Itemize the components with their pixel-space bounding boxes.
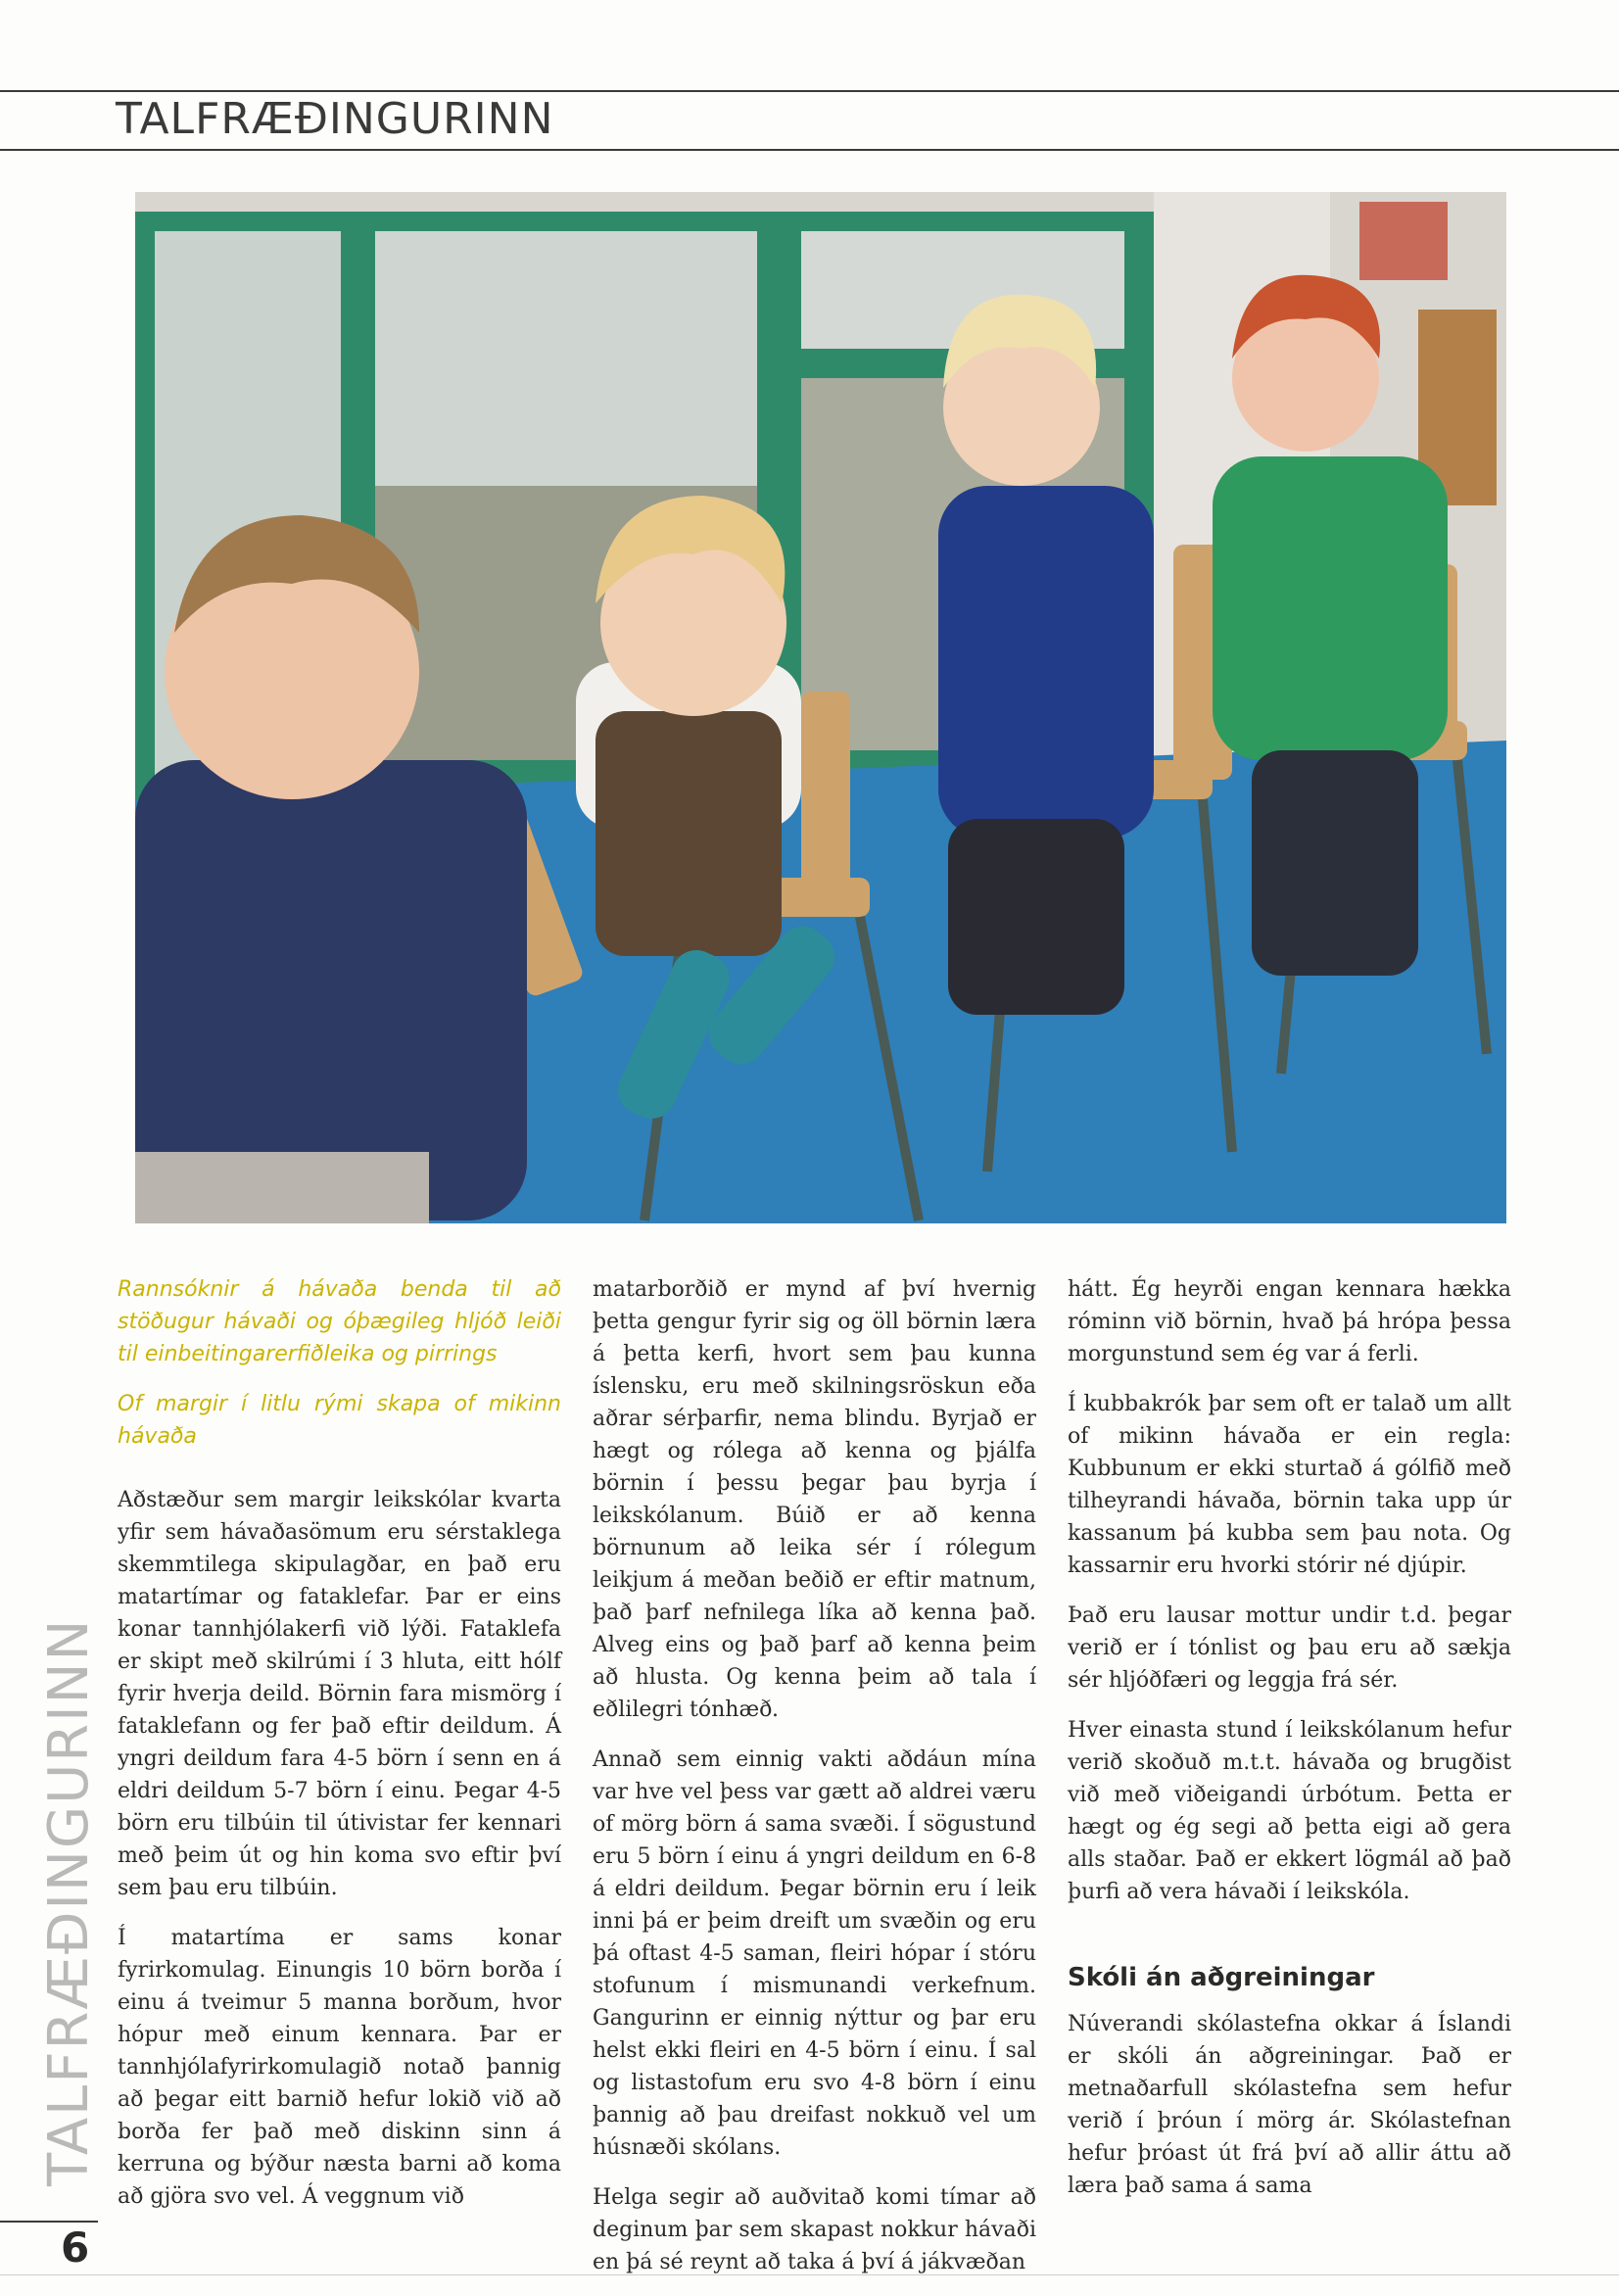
article-photo (135, 192, 1506, 1223)
header-rule (0, 149, 1619, 151)
section-title: TALFRÆÐINGURINN (116, 94, 554, 144)
article-column-1 (118, 1273, 561, 2230)
paragraph: Aðstæður sem margir leikskólar kvarta yfir sem hávaðasömum eru sérstaklega skemmtilega skipulagðar, en það eru matartímar og fataklefar. Þar er eins konar tannhjólakerfi við lýði. Fataklefa er skipt með skilrúmi í 3 hluta, eitt hólf fyrir hverja deild. Börnin fara mismörg í fataklefann og fer það eftir deildum. Á yngri deildum fara 4-5 börn í senn en á eldri deildum 5-7 börn í einu. Þegar 4-5 börn eru tilbúin til útivistar fer kennari með þeim út og hin koma svo eftir því sem þau eru tilbúin. (118, 1488, 561, 1900)
page-number-rule (0, 2221, 98, 2223)
paragraph: Hver einasta stund í leikskólanum hefur verið skoðuð m.t.t. hávaða og brugðist við með viðeigandi úrbótum. Þetta er hægt og ég segi að þetta eigi að gera alls staðar. Það er ekkert lögmál að það þurfi að vera hávaði í leikskóla. (1068, 1718, 1511, 1904)
paragraph: Núverandi skólastefna okkar á Íslandi er skóli án aðgreiningar. Það er metnaðarfull skólastefna sem hefur verið í þróun í mörg ár. Skólastefnan hefur þróast út frá því að allir áttu að læra það sama á sama (1068, 2012, 1511, 2198)
children-on-chairs-illustration (135, 192, 1506, 1223)
article-column-3 (1068, 1273, 1511, 2220)
paragraph: Í kubbakrók þar sem oft er talað um allt of mikinn hávaða er ein regla: Kubbunum er ekki sturtað á gólfið með tilheyrandi hávaða, börnin taka upp úr kassanum þá kubba sem þau nota. Og kassarnir eru hvorki stórir né djúpir. (1068, 1392, 1511, 1578)
pull-quote-block (118, 1273, 561, 1453)
paragraph: hátt. Ég heyrði engan kennara hækka róminn við börnin, hvað þá hrópa þessa morgunstund sem ég var á ferli. (1068, 1277, 1511, 1366)
paragraph: Í matartíma er sams konar fyrirkomulag. Einungis 10 börn borða í einu á tveimur 5 manna borðum, hvor hópur með einum kennara. Þar er tannhjólafyrirkomulagið notað þannig að þegar eitt barnið hefur lokið við að borða fer það með diskinn sinn á kerruna og býður næsta barni að koma að gjöra svo vel. Á veggnum við (118, 1926, 561, 2209)
top-rule (0, 90, 1619, 92)
paragraph: Það eru lausar mottur undir t.d. þegar verið er í tónlist og þau eru að sækja sér hljóðfæri og leggja frá sér. (1068, 1603, 1511, 1693)
side-section-label: TALFRÆÐINGURINN (37, 1617, 101, 2186)
pull-quote: Of margir í litlu rými skapa of mikinn hávaða (118, 1392, 561, 1449)
article-column-2 (593, 1273, 1036, 2296)
pull-quote: Rannsóknir á hávaða benda til að stöðugur hávaði og óþægileg hljóð leiði til einbeitingarerfiðleika og pirrings (118, 1277, 561, 1366)
wall-drawing (1359, 202, 1448, 280)
paragraph: Annað sem einnig vakti aðdáun mína var hve vel þess var gætt að aldrei væru of mörg börn á sama svæði. Í sögustund eru 5 börn í einu á yngri deildum en 6-8 á eldri deildum. Þegar börnin eru í leik inni þá er þeim dreift um svæðin og eru þá oftast 4-5 saman, fleiri hópar í stóru stofunum í mismunandi verkefnum. Gangurinn er einnig nýttur og þar eru helst ekki fleiri en 4-5 börn í einu. Í sal og listastofum eru svo 4-8 börn í einu þannig að þau dreifast nokkuð vel um húsnæði skólans. (593, 1747, 1036, 2160)
subheading: Skóli án aðgreiningar (1068, 1963, 1375, 1992)
paragraph: matarborðið er mynd af því hvernig þetta gengur fyrir sig og öll börnin læra á þetta kerfi, hvort sem þau kunna íslensku, eru með skilningsröskun eða aðrar sérþarfir, nema blindu. Byrjað er hægt og rólega að kenna og þjálfa börnin í þessu þegar þau byrja í leikskólanum. Búið er að kenna börnunum að leika sér í rólegum leikjum á meðan beðið er eftir matnum, það þarf nefnilega líka að kenna það. Alveg eins og það þarf að kenna þeim að hlusta. Og kenna þeim að tala í eðlilegri tónhæð. (593, 1277, 1036, 1722)
paragraph: Helga segir að auðvitað komi tímar að deginum þar sem skapast nokkur hávaði en þá sé reynt að taka á því á jákvæðan (593, 2185, 1036, 2274)
page-number: 6 (61, 2224, 90, 2272)
